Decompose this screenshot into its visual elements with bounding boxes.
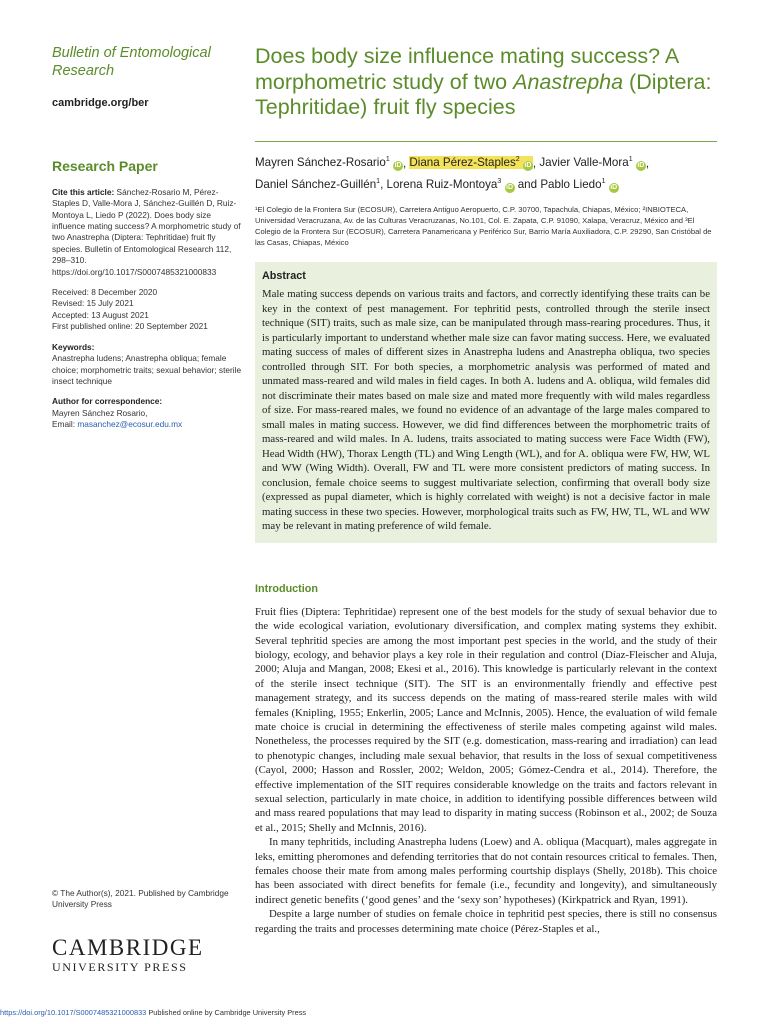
author-name[interactable]	[539, 156, 645, 169]
keywords-block	[52, 342, 242, 388]
author-name-text: Mayren Sánchez-Rosario	[255, 156, 386, 170]
sidebar	[52, 44, 242, 440]
intro-paragraph-2: In many tephritids, including Anastrepha ludens (Loew) and A. obliqua (Macquart), males aggregate in leks, emitting pheromones and defending territories that do not contain resources critical to females. Then, females choose their mate from among males performing courtship displays (Shelly, 2018b). This choice has been associated with direct benefits for female (i.e., fecundity and longevity), and simultaneously indirect genetic benefits (‘good genes’ and the ‘sexy son’ hypotheses) (Kirkpatrick and Ryan, 1991).	[255, 836, 717, 906]
published-date: First published online: 20 September 2021	[52, 321, 208, 332]
footer-text: Published online by Cambridge University Press	[146, 1008, 307, 1017]
main-column	[255, 44, 717, 936]
cite-label: Cite this article:	[52, 186, 115, 197]
citation-block	[52, 187, 242, 278]
publisher-logo-line2: UNIVERSITY PRESS	[52, 960, 188, 974]
email-label: Email:	[52, 419, 78, 430]
orcid-icon[interactable]: iD	[394, 162, 402, 170]
author-name[interactable]	[540, 178, 618, 191]
corr-name: Mayren Sánchez Rosario,	[52, 407, 148, 418]
author-affiliation-sup: 1	[601, 177, 606, 185]
doi-link[interactable]: https://doi.org/10.1017/S0007485321000833	[0, 1008, 147, 1017]
author-name-text: Daniel Sánchez-Guillén	[255, 177, 377, 191]
introduction-heading: Introduction	[255, 582, 318, 595]
title-genus: Anastrepha	[513, 69, 624, 94]
abstract-text: Male mating success depends on various traits and factors, and correctly identifying these traits can be key in the context of pest management. For tephritid pests, controlled through the sterile insect technique (SIT) traits, such as male size, can be manipulated through mass-rearing procedures. Thus, it is particularly important to understand whether male size can favor mating success. Here, we evaluated mating success of males of different sizes in Anastrepha ludens and Anastrepha obliqua, two species controlled through SIT. For both species, a morphometric analysis was performed of mated and unmated mass-reared and wild males in field cages. In both A. ludens and A. obliqua, wild females did not discriminate their mates based on male size and mated more frequently with wild males regardless of size. For mass-reared males, we found no evidence of an advantage of the large males compared to small males in mating success. However, we did find differences between the morphometric traits of mass-reared and wild males. In A. ludens, traits associated to mating success were Face Width (FW), Head Width (HW), Thorax Length (TL) and Wing Length (WL), and for A. obliqua were FW, HW, WL and WW (Wing Width). Overall, FW and TL were more consistent predictors of mating success. In conclusion, female choice seems to suggest multivariate selection, confirming that overall body size (expressed as pupal diameter, which is highly correlated with weight) is not a decisive factor in male mating success in these two species. However, morphological traits such as FW, HW, TL, WL and WW may be relevant in mating preference of wild female.	[262, 288, 710, 533]
author-separator: ,	[645, 156, 650, 170]
author-name-text: Diana Pérez-Staples	[409, 156, 516, 170]
author-separator: ,	[402, 156, 410, 170]
author-name-text: Pablo Liedo	[540, 177, 602, 191]
publisher-logo	[52, 936, 212, 974]
author-name[interactable]	[255, 156, 403, 169]
abstract-box	[255, 262, 717, 543]
author-affiliation-sup: 2	[515, 156, 520, 164]
author-affiliation-sup: 3	[497, 177, 502, 185]
author-name[interactable]	[255, 178, 380, 191]
accepted-date: Accepted: 13 August 2021	[52, 309, 149, 320]
author-affiliation-sup: 1	[385, 156, 390, 164]
copyright-notice: © The Author(s), 2021. Published by Cambridge University Press	[52, 888, 229, 910]
author-name[interactable]	[409, 156, 532, 169]
dates-block	[52, 287, 242, 333]
author-separator: ,	[532, 156, 540, 170]
intro-paragraph-3: Despite a large number of studies on female choice in tephritid pest species, there is still no consensus regarding the traits and processes determining mate choice (Pérez-Staples et al.,	[255, 908, 717, 935]
cite-text: Sánchez-Rosario M, Pérez-Staples D, Valle-Mora J, Sánchez-Guillén D, Ruiz-Montoya L, Liedo P (2022). Does body size influence mating success? A morphometric study of two Anastrepha (Diptera: Tephritidae) fruit fly species. Bulletin of Entomological Research 112, 298–310. https://doi.org/10.1017/S0007485321000833	[52, 186, 241, 277]
title-part-b: (Diptera: Tephritidae) fruit fly species	[255, 69, 712, 119]
received-date: Received: 8 December 2020	[52, 287, 158, 298]
author-affiliation-sup: 1	[628, 156, 633, 164]
orcid-icon[interactable]: iD	[506, 183, 514, 191]
author-name-text: Javier Valle-Mora	[539, 156, 629, 170]
article-title	[255, 44, 717, 121]
corr-label: Author for correspondence:	[52, 396, 163, 407]
author-separator: ,	[380, 177, 387, 191]
author-name[interactable]	[387, 178, 515, 191]
keywords-text: Anastrepha ludens; Anastrepha obliqua; female choice; morphometric traits; sexual behavior; sterile insect technique	[52, 353, 242, 386]
author-name-text: Lorena Ruiz-Montoya	[386, 177, 498, 191]
introduction-body	[255, 605, 717, 936]
page-footer	[0, 1008, 306, 1017]
orcid-icon[interactable]: iD	[637, 162, 645, 170]
author-separator: and	[514, 177, 541, 191]
title-part-a: Does body size influence mating success? A morphometric study of two	[255, 44, 679, 94]
journal-url[interactable]: cambridge.org/ber	[52, 97, 149, 109]
publisher-logo-line1: CAMBRIDGE	[52, 935, 204, 960]
keywords-label: Keywords:	[52, 341, 95, 352]
author-affiliation-sup: 1	[376, 177, 381, 185]
email-link[interactable]: masanchez@ecosur.edu.mx	[77, 419, 183, 430]
author-list	[255, 152, 717, 195]
title-divider	[255, 141, 717, 142]
revised-date: Revised: 15 July 2021	[52, 298, 134, 309]
correspondence-block	[52, 396, 242, 430]
orcid-icon[interactable]: iD	[610, 183, 618, 191]
affiliations: ¹El Colegio de la Frontera Sur (ECOSUR), Carretera Antiguo Aeropuerto, C.P. 30700, Tapachula, Chiapas, México; ²INBIOTECA, Universidad Veracruzana, Av. de las Culturas Veracruzanas, No.101, Col. E. Zapata, C.P. 91090, Xalapa, Veracruz, México and ³El Colegio de la Frontera Sur (ECOSUR), Carretera Panamericana y Periférico Sur, Barrio María Auxiliadora, C.P. 29290, San Cristóbal de las Casas, Chiapas, México	[255, 205, 712, 248]
article-type: Research Paper	[52, 158, 158, 175]
abstract-heading: Abstract	[262, 270, 306, 283]
orcid-icon[interactable]: iD	[524, 162, 532, 170]
intro-paragraph-1: Fruit flies (Diptera: Tephritidae) represent one of the best models for the study of sexual behavior due to the wide ecological variation, evolutionary diversification, and complex mating systems they exhibit. Several tephritid species are among the most important pest species in the world, and the study of their biology, ecology, and behavior plays a key role in their regulation and control (Díaz-Fleischer and Aluja, 2000; Aluja and Mangan, 2008; Ekesi et al., 2016). This knowledge is particularly relevant in the context of the sterile insect technique (SIT). The SIT is an environmentally friendly and effective pest management strategy, and its success depends on the mating of mass-reared sterile males with wild females (Knipling, 1955; Enkerlin, 2005; Lance and McInnis, 2005). Hence, the evaluation of wild female mate choice is crucial in determining the effectiveness of sterile males competing against wild males. Nonetheless, the processes required by the SIT (e.g. domestication, mass-rearing and irradiation) can lead to phenotypic changes, including male sexual behavior, that results in the loss of sexual competitiveness (Cayol, 2000; Hasson and Rossler, 2002; Weldon, 2005; Gómez-Cendra et al., 2014). Therefore, the effective implementation of the SIT requires considerable knowledge on the traits and factors relevant in sexual selection, particularly in mate choice, in addition to identifying possible differences between wild and mass reared populations that may lead to disparity in mating success (Robinson et al., 2002; de Souza et al., 2015; Shelly and McInnis, 2016).	[255, 605, 717, 834]
journal-name: Bulletin of Entomological Research	[52, 45, 211, 79]
